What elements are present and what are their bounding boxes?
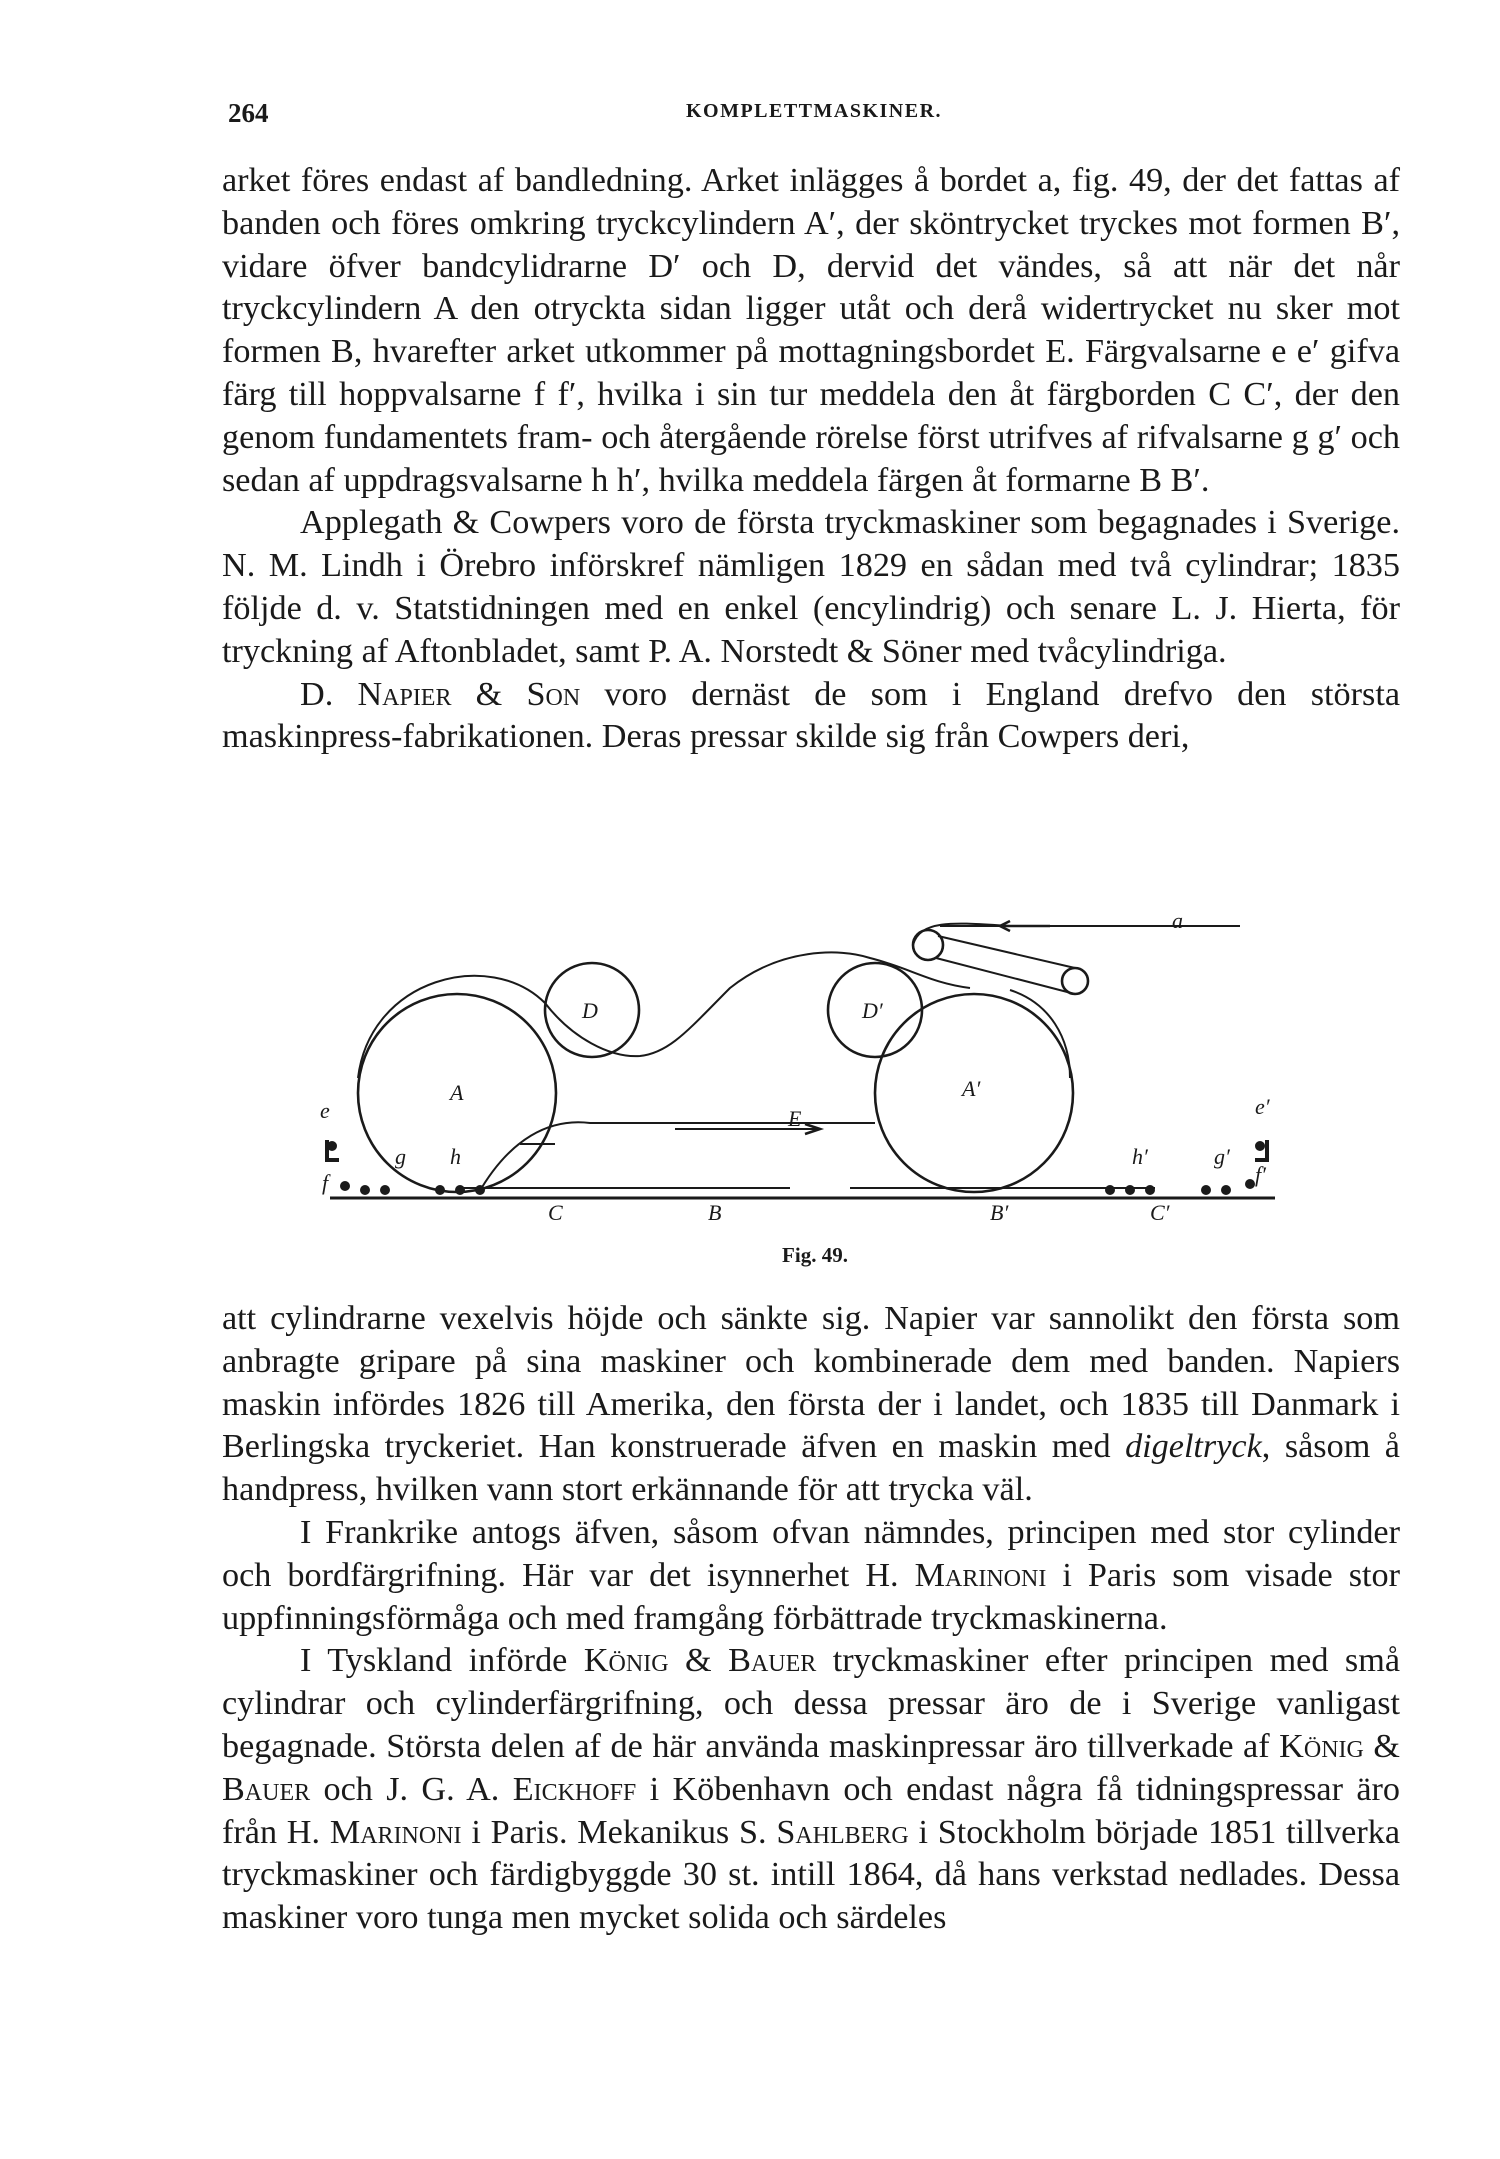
paragraph-1: arket föres endast af bandledning. Arket inlägges å bordet a, fig. 49, der det fattas af banden och föres omkring tryckcylindern A′, der sköntrycket tryckes mot formen B′, vidare öfver bandcylidrarne D′ och D, dervid det vändes, så att när det når tryckcylindern A den otryckta sidan ligger utåt och derå widertrycket nu sker mot formen B, hvarefter arket utkommer på mottagningsbordet E. Färgvalsarne e e′ gifva färg till hoppvalsarne f f′, hvilka i sin tur meddela den åt färgborden C C′, der den genom fundamentets fram- och återgående rörelse först utrifves af rifvalsarne g g′ och sedan af uppdragsvalsarne h h′, hvilka meddela färgen åt formarne B B′. bbox=[222, 162, 1400, 499]
label-e: e bbox=[320, 1098, 330, 1123]
label-c-prime: C′ bbox=[1150, 1200, 1170, 1225]
napier-name: D. Napier & Son bbox=[300, 675, 581, 713]
label-f: f bbox=[322, 1170, 329, 1195]
paragraph-3: D. Napier & Son voro dernäst de som i England drefvo den största maskinpress-fabrikationen. Deras pressar skilde sig från Cowpers deri, bbox=[222, 675, 1400, 756]
label-d-prime: D′ bbox=[862, 998, 883, 1023]
figure-caption: Fig. 49. bbox=[782, 1243, 848, 1267]
marinoni-name: Marinoni bbox=[914, 1556, 1047, 1594]
band-roller-right bbox=[1062, 968, 1088, 994]
konig-name-2: König bbox=[1279, 1727, 1364, 1765]
label-d: D bbox=[582, 998, 598, 1023]
label-h: h bbox=[450, 1144, 461, 1169]
label-b: B bbox=[708, 1200, 722, 1225]
bottom-text-block bbox=[222, 1298, 1400, 1940]
page-header bbox=[228, 98, 1400, 138]
bauer-name-2: Bauer bbox=[222, 1770, 311, 1808]
label-cylinder-a: A bbox=[450, 1080, 464, 1105]
label-a: a bbox=[1172, 908, 1183, 933]
label-f-prime: f′ bbox=[1255, 1162, 1266, 1187]
paragraph-6: I Tyskland införde König & Bauer tryckmaskiner efter principen med små cylindrar och cylinderfärgrifning, och dessa pressar äro de i Sverige vanligast begagnade. Största delen af de här använda maskinpressar äro tillverkade af König & Bauer och J. G. A. Eickhoff i Köbenhavn och endast några få tidningspressar äro från H. Marinoni i Paris. Mekanikus S. Sahlberg i Stockholm började 1851 tillverka tryckmaskiner och färdigbyggde 30 st. intill 1864, då hans verkstad nedlades. Dessa maskiner voro tunga men mycket solida och särdeles bbox=[222, 1642, 1401, 1937]
running-title: KOMPLETTMASKINER. bbox=[685, 100, 943, 122]
digeltryck-emphasis: digeltryck bbox=[1125, 1428, 1262, 1466]
sahlberg-name: Sahlberg bbox=[776, 1813, 909, 1851]
bauer-name: Bauer bbox=[728, 1642, 817, 1680]
marinoni-name-2: Marinoni bbox=[329, 1813, 462, 1851]
paragraph-2: Applegath & Cowpers voro de första tryckmaskiner som begagnades i Sverige. N. M. Lindh i Örebro införskref nämligen 1829 en sådan med två cylindrar; 1835 följde d. v. Statstidningen med en enkel (encylindrig) och senare L. J. Hierta, för tryckning af Aftonbladet, samt P. A. Norstedt & Söner med tvåcylindriga. bbox=[222, 504, 1400, 670]
konig-name: König bbox=[583, 1642, 669, 1680]
printing-press-diagram bbox=[310, 908, 1320, 1238]
top-text-block bbox=[222, 160, 1400, 759]
label-b-prime: B′ bbox=[990, 1200, 1009, 1225]
figure-49 bbox=[310, 908, 1320, 1278]
label-g-prime: g′ bbox=[1214, 1144, 1230, 1169]
label-e-table: E bbox=[788, 1106, 802, 1131]
label-g: g bbox=[395, 1144, 406, 1169]
label-cylinder-a-prime: A′ bbox=[962, 1076, 981, 1101]
paragraph-5: I Frankrike antogs äfven, såsom ofvan nämndes, principen med stor cylinder och bordfärgrifning. Här var det isynnerhet H. Marinoni i Paris som visade stor uppfinningsförmåga och med framgång förbättrade tryckmaskinerna. bbox=[222, 1513, 1400, 1637]
label-c: C bbox=[548, 1200, 563, 1225]
page-number: 264 bbox=[228, 98, 269, 128]
paragraph-4: att cylindrarne vexelvis höjde och sänkte sig. Napier var sannolikt den första som anbragte gripare på sina maskiner och kombinerade dem med banden. Napiers maskin infördes 1826 till Amerika, den första der i landet, och 1835 till Danmark i Berlingska tryckeriet. Han konstruerade äfven en maskin med digeltryck, såsom å handpress, hvilken vann stort erkännande för att trycka väl. bbox=[222, 1300, 1400, 1509]
label-e-prime: e′ bbox=[1255, 1094, 1270, 1119]
eickhoff-name: Eickhoff bbox=[512, 1770, 637, 1808]
label-h-prime: h′ bbox=[1132, 1144, 1148, 1169]
